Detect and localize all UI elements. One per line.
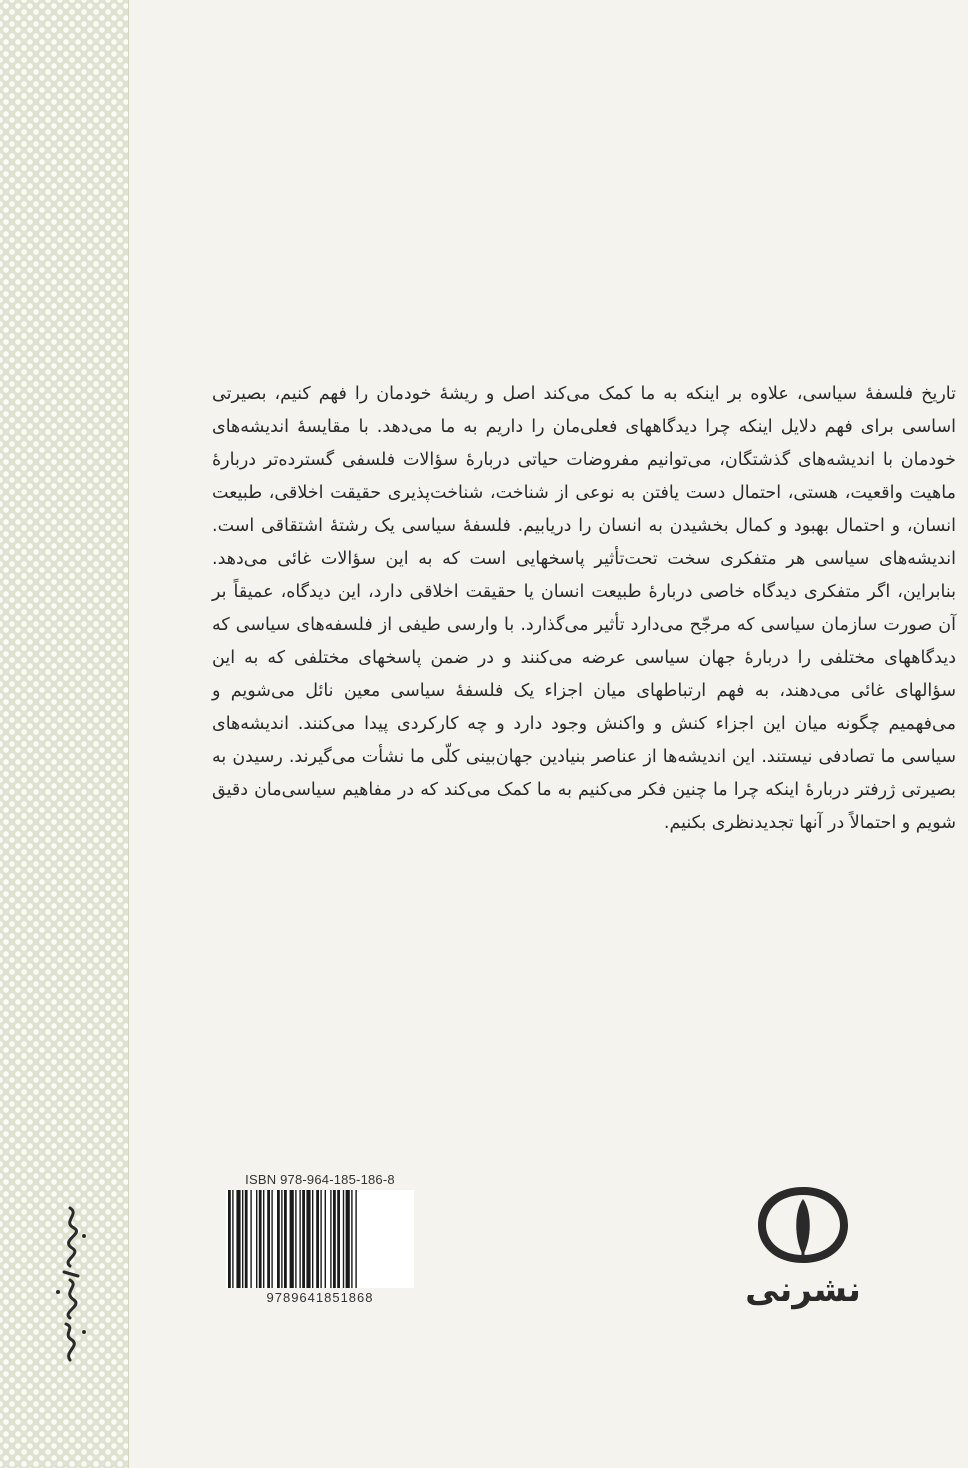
barcode-bar [316,1190,319,1288]
barcode-bar [351,1190,352,1288]
barcode-bar [263,1190,264,1288]
barcode-bar [232,1190,233,1288]
barcode-bar [277,1190,280,1288]
barcode-bar [267,1190,270,1288]
isbn-barcode-block [222,1172,418,1312]
barcode-digits: 9789641851868 [266,1290,374,1305]
barcode-bar [236,1190,240,1288]
isbn-label: ISBN 978-964-185-186-8 [245,1172,395,1187]
barcode-bar [312,1190,313,1288]
barcode-bar [281,1190,282,1288]
barcode-bar [320,1190,321,1288]
barcode-bar [242,1190,243,1288]
barcode-bar [346,1190,350,1288]
barcode-bar [337,1190,340,1288]
barcode-bar [271,1190,272,1288]
publisher-name: نشرنی [745,1270,861,1310]
barcode-bar [256,1190,257,1288]
handwritten-signature [40,1200,100,1370]
barcode-bar [325,1190,326,1288]
barcode-bar [355,1190,356,1288]
barcode-bar [245,1190,248,1288]
barcode-bar [228,1190,231,1288]
back-cover-blurb: تاریخ فلسفهٔ سیاسی، علاوه بر اینکه به ما کمک می‌کند اصل و ریشهٔ خودمان را فهم کنیم، بصیرتی اساسی برای فهم دلایل اینکه چرا دیدگاههای فعلی‌مان را داریم به ما می‌دهد. با مقایسهٔ اندیشه‌های خودمان با اندیشه‌های گذشتگان، می‌توانیم مفروضات حیاتی دربارهٔ سؤالات فلسفی گسترده‌تر دربارهٔ ماهیت واقعیت، هستی، احتمال دست یافتن به نوعی از شناخت، شناخت‌پذیری حقیقت اخلاقی، طبیعت انسان، و احتمال بهبود و کمال بخشیدن به انسان را دریابیم. فلسفهٔ سیاسی یک رشتهٔ اشتقاقی است. اندیشه‌های سیاسی هر متفکری سخت تحت‌تأثیر پاسخهایی است که به این سؤالات غائی می‌دهد. بنابراین، اگر متفکری دیدگاه خاصی دربارهٔ طبیعت انسان یا حقیقت اخلاقی دارد، این دیدگاه، عمیقاً بر آن صورت سازمان سیاسی که مرجّح می‌دارد تأثیر می‌گذارد. با وارسی طیفی از فلسفه‌های سیاسی که دیدگاههای مختلفی را دربارهٔ جهان سیاسی عرضه می‌کنند و در ضمن پاسخهای مختلفی که به این سؤالهای غائی می‌دهند، به فهم ارتباطهای میان اجزاء یک فلسفهٔ سیاسی معین نائل می‌شویم و می‌فهمیم چگونه میان این اجزاء کنش و واکنش وجود دارد و چه کارکردی پیدا می‌کنند. اندیشه‌های سیاسی ما تصادفی نیستند. این اندیشه‌ها از عناصر بنیادین جهان‌بینی کلّی ما نشأت می‌گیرند. رسیدن به بصیرتی ژرفتر دربارهٔ اینکه چرا ما چنین فکر می‌کنیم به ما کمک می‌کند که در مفاهیم سیاسی‌مان دقیق شویم و احتمالاً در آنها تجدیدنظری بکنیم. [212,384,956,833]
feather-leaf-icon [748,1185,858,1265]
barcode-bar [343,1190,344,1288]
barcode-icon [226,1190,414,1288]
barcode-bar [333,1190,336,1288]
barcode-bar [284,1190,287,1288]
barcode-bar [306,1190,310,1288]
barcode-bar [302,1190,305,1288]
barcode-bar [259,1190,262,1288]
barcode-bar [250,1190,251,1288]
barcode-bar [330,1190,331,1288]
barcode-bar [299,1190,300,1288]
barcode-bar [290,1190,294,1288]
barcode-bar [295,1190,296,1288]
